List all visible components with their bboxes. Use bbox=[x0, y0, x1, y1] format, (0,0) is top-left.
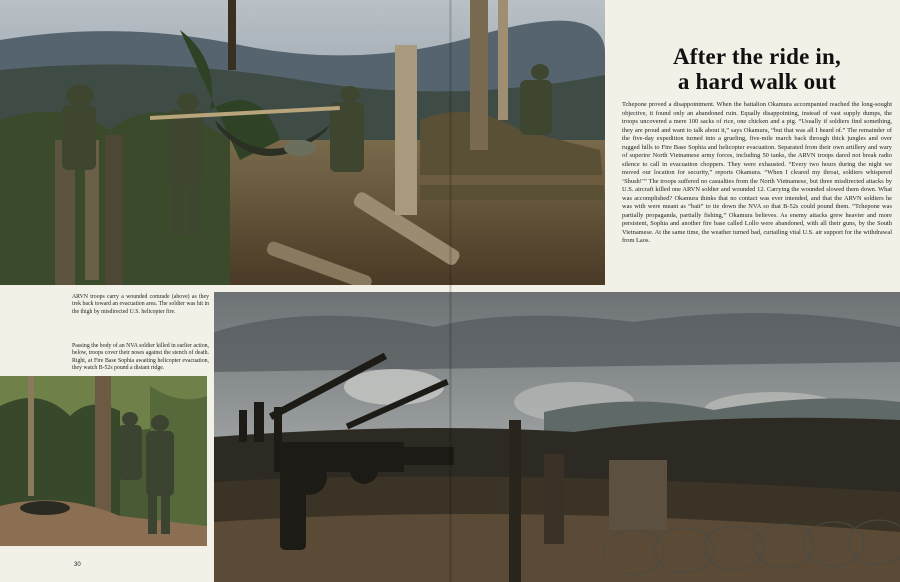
photo-wounded-carry bbox=[0, 0, 605, 285]
article-body: Tchepone proved a disappointment. When the battalion Okamura accompanied reached the long-sought objective, it found only an abandoned ruin. Equally disappointing, instead of vast supply dumps, the troops uncovered a mere 100 sacks of rice, one chicken and a pig. “Usually if soldiers find something, they are proud and want to talk about it,” says Okamura, “but that was all I heard of.” The remainder of the five-day expedition turned into a grueling, five-mile march back through thick jungles and over rugged hills to Fire Base Sophia and helicopter evacuation. Separated from their own artillery and wary of superior North Vietnamese army forces, including 50 tanks, the ARVN troops dared not break radio silence to call in evacuation choppers. They were exhausted. “Every two hours during the night we moved our location for security,” reports Okamura. “When I cleared my throat, soldiers whispered ‘Shush!’” The troops suffered no casualties from the North Vietnamese, but three misdirected attacks by U.S. aircraft killed one ARVN soldier and wounded 12. Carrying the wounded slowed them down. What was accomplished? Okamura thinks that no contact was ever intended, and that the ARVN soldiers he was with were meant as “bait” to tie down the NVA so that B-52s could pound them. “Tchepone was partially propaganda, partially fishing,” Okamura believes. As enemy attacks grew heavier and more persistent, Sophia and another fire base called Lollo were abandoned, with all their guns, by the South Vietnamese. At the same time, the weather turned bad, curtailing vital U.S. air support for the withdrawal from Laos. bbox=[622, 101, 892, 244]
headline-line-1: After the ride in, bbox=[673, 44, 841, 69]
photo-jungle-troops bbox=[0, 376, 207, 546]
photo-fire-base-sophia-image bbox=[214, 292, 900, 582]
photo-fire-base-sophia bbox=[214, 292, 900, 582]
caption-top-photo: ARVN troops carry a wounded comrade (above) as they trek back toward an evacuation area. The soldier was hit in the thigh by misdirected U.S. helicopter fire. bbox=[72, 294, 209, 315]
article-headline bbox=[622, 44, 892, 94]
caption-bottom-photos: Passing the body of an NVA soldier killed in earlier action, below, troops cover their noses against the stench of death. Right, at Fire Base Sophia awaiting helicopter evacuation, they watch B-52s pound a distant ridge. bbox=[72, 343, 209, 372]
photo-jungle-troops-image bbox=[0, 376, 207, 546]
center-gutter bbox=[449, 0, 452, 582]
headline-line-2: a hard walk out bbox=[677, 69, 837, 94]
photo-wounded-carry-image bbox=[0, 0, 605, 285]
page-number: 30 bbox=[74, 562, 81, 568]
